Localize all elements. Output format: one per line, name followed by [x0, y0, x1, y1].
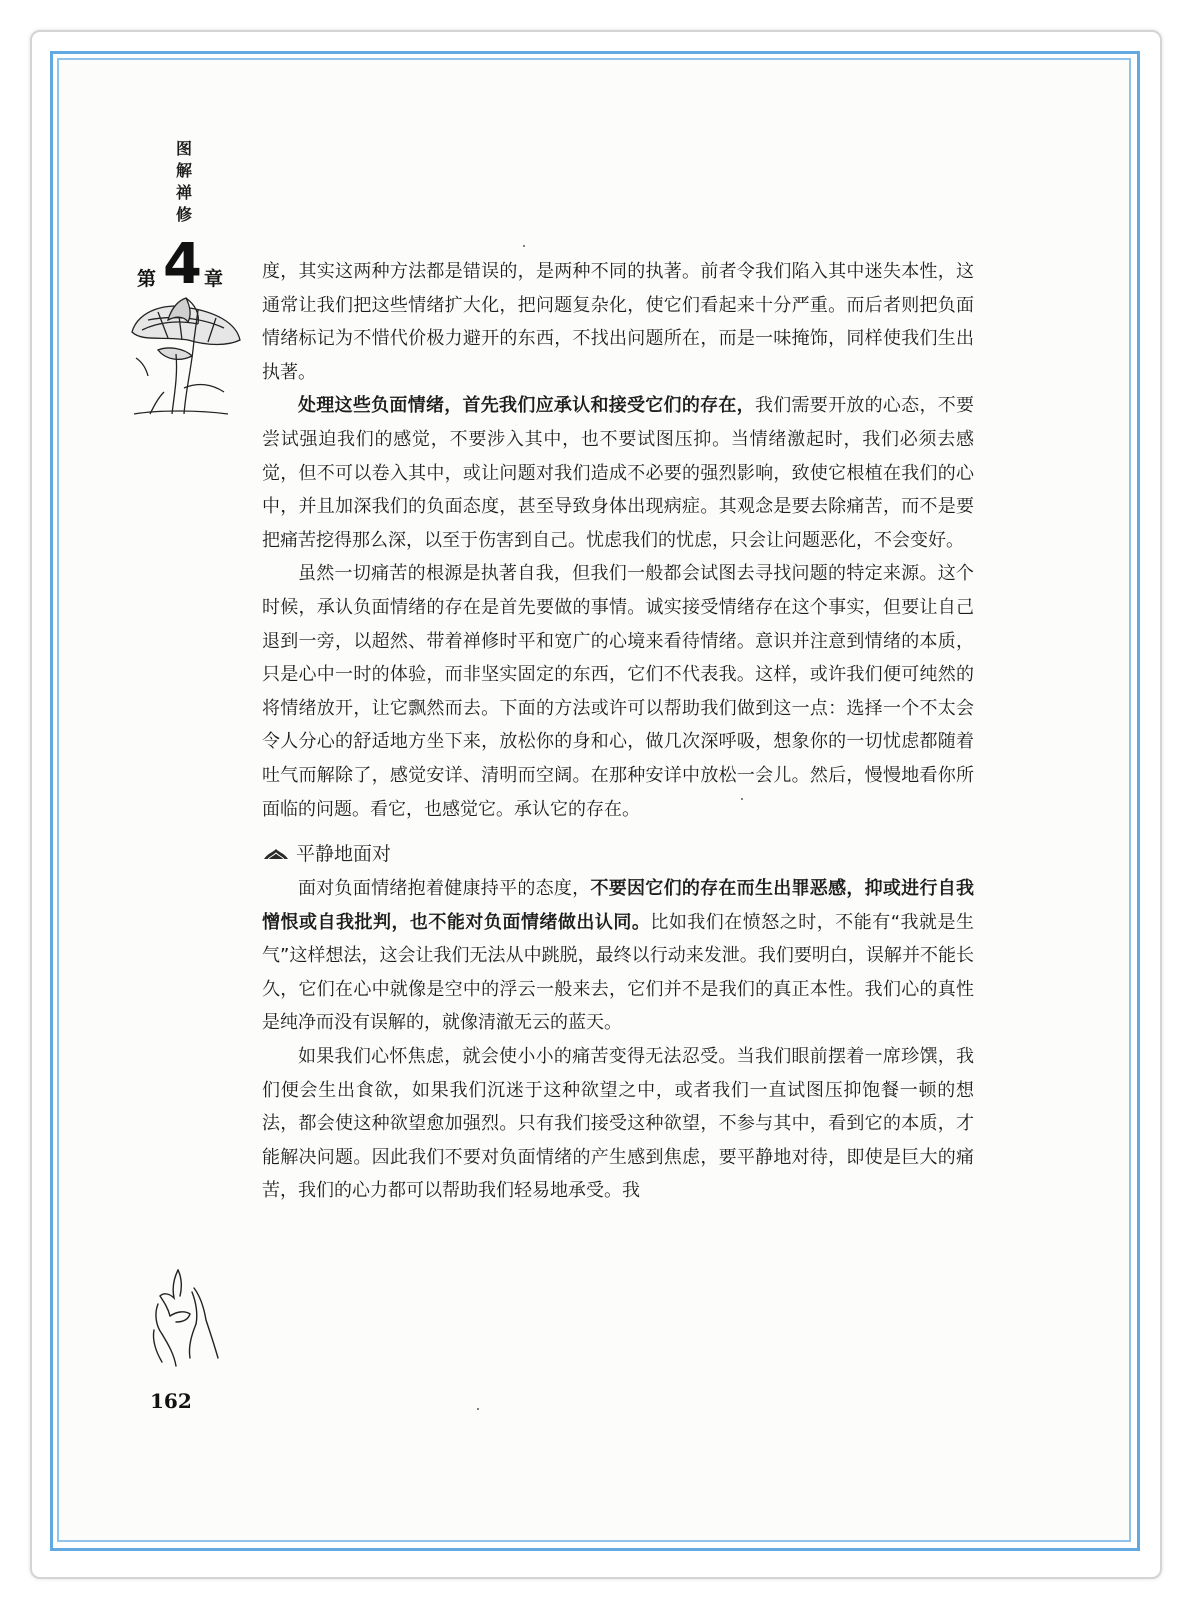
chapter-label — [137, 232, 257, 297]
paragraph-text: 比如我们在愤怒之时，不能有“我就是生气”这样想法，这会让我们无法从中跳脱，最终以行动来发泄。我们要明白，误解并不能长久，它们在心中就像是空中的浮云一般来去，它们并不是我们的真正本性。我们心的真性是纯净而没有误解的，就像清澈无云的蓝天。 — [262, 911, 975, 1034]
book-title-char: 解 — [175, 161, 192, 180]
book-title-char: 图 — [175, 139, 192, 158]
scan-speck — [741, 798, 743, 800]
bold-phrase: 处理这些负面情绪，首先我们应承认和接受它们的存在， — [298, 395, 755, 417]
chapter-prefix: 第 — [137, 268, 157, 290]
scan-speck — [523, 245, 525, 247]
page-number: 162 — [150, 1389, 192, 1413]
lotus-bullet-icon — [262, 847, 290, 861]
scan-speck — [477, 1408, 479, 1410]
lotus-illustration-icon — [128, 296, 243, 418]
book-title-char: 禅 — [175, 183, 192, 202]
book-title-vertical — [172, 138, 196, 226]
subheading-text: 平静地面对 — [296, 843, 392, 866]
paragraph: 度，其实这两种方法都是错误的，是两种不同的执著。前者令我们陷入其中迷失本性，这通常让我们把这些情绪扩大化，把问题复杂化，使它们看起来十分严重。而后者则把负面情绪标记为不惜代价极力避开的东西，不找出问题所在，而是一味掩饰，同样使我们生出执著。 — [262, 261, 974, 383]
book-title-char: 修 — [175, 205, 192, 224]
bold-phrase: 不要因它们的存在而生出罪恶感，抑或进行自我憎恨或自我批判，也不能对负面情绪做出认同。 — [262, 878, 975, 933]
paragraph: 虽然一切痛苦的根源是执著自我，但我们一般都会试图去寻找问题的特定来源。这个时候，承认负面情绪的存在是首先要做的事情。诚实接受情绪存在这个事实，但要让自己退到一旁，以超然、带着禅修时平和宽广的心境来看待情绪。意识并注意到情绪的本质，只是心中一时的体验，而非坚实固定的东西，它们不代表我。这样，或许我们便可纯然的将情绪放开，让它飘然而去。下面的方法或许可以帮助我们做到这一点：选择一个不太会令人分心的舒适地方坐下来，放松你的身和心，做几次深呼吸，想象你的一切忧虑都随着吐气而解除了，感觉安详、清明而空阔。在那种安详中放松一会儿。然后，慢慢地看你所面临的问题。看它，也感觉它。承认它的存在。 — [262, 563, 974, 820]
mudra-hand-icon — [148, 1268, 220, 1368]
paragraph — [262, 389, 974, 557]
paragraph — [262, 872, 974, 1040]
chapter-number: 4 — [163, 232, 202, 297]
section-subheading — [262, 836, 974, 872]
article-body — [262, 255, 974, 1208]
paragraph-text: 面对负面情绪抱着健康持平的态度， — [298, 878, 591, 900]
paragraph: 如果我们心怀焦虑，就会使小小的痛苦变得无法忍受。当我们眼前摆着一席珍馔，我们便会生出食欲，如果我们沉迷于这种欲望之中，或者我们一直试图压抑饱餐一顿的想法，都会使这种欲望愈加强烈。只有我们接受这种欲望，不参与其中，看到它的本质，才能解决问题。因此我们不要对负面情绪的产生感到焦虑，要平静地对待，即使是巨大的痛苦，我们的心力都可以帮助我们轻易地承受。我 — [262, 1046, 974, 1202]
paragraph-text: 我们需要开放的心态，不要尝试强迫我们的感觉，不要涉入其中，也不要试图压抑。当情绪激起时，我们必须去感觉，但不可以卷入其中，或让问题对我们造成不必要的强烈影响，致使它根植在我们的心中，并且加深我们的负面态度，甚至导致身体出现病症。其观念是要去除痛苦，而不是要把痛苦挖得那么深，以至于伤害到自己。忧虑我们的忧虑，只会让问题恶化，不会变好。 — [262, 395, 975, 551]
chapter-suffix: 章 — [204, 268, 224, 290]
